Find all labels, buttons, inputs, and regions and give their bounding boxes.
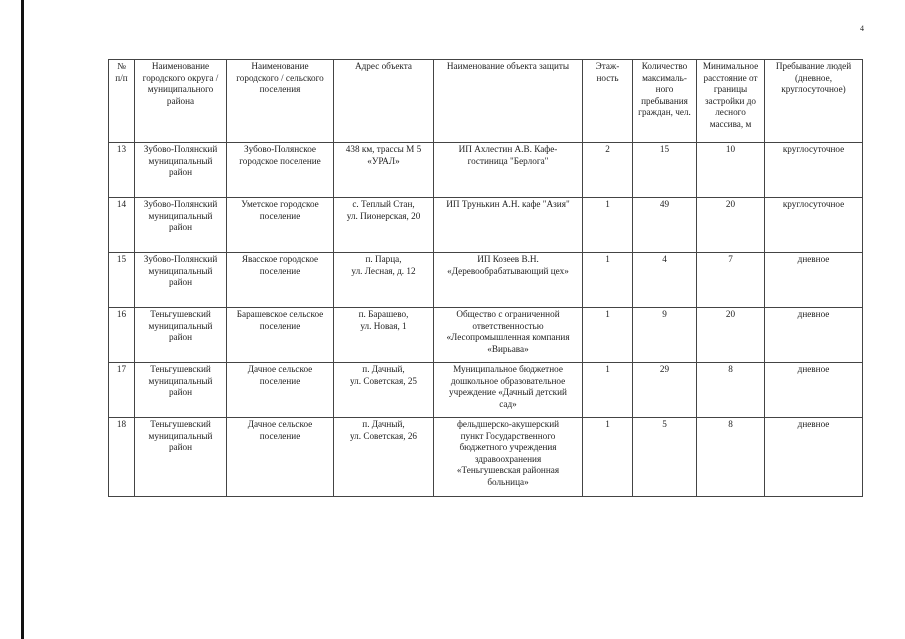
table-row (109, 198, 863, 253)
cell-min-distance: 10 (697, 143, 765, 198)
cell-stay: дневное (765, 253, 863, 308)
cell-settlement: Дачное сельское поселение (227, 418, 334, 497)
table-header-row (109, 60, 863, 143)
cell-min-distance: 8 (697, 363, 765, 418)
cell-floors: 2 (583, 143, 633, 198)
cell-stay: дневное (765, 308, 863, 363)
cell-max-people: 4 (633, 253, 697, 308)
cell-floors: 1 (583, 308, 633, 363)
cell-min-distance: 8 (697, 418, 765, 497)
cell-object: Муниципальное бюджетное дошкольное образовательное учреждение «Дачный детский сад» (434, 363, 583, 418)
cell-floors: 1 (583, 363, 633, 418)
cell-stay: дневное (765, 418, 863, 497)
cell-district: Зубово-Полянский муниципальный район (135, 253, 227, 308)
cell-min-distance: 20 (697, 308, 765, 363)
cell-district: Зубово-Полянский муниципальный район (135, 198, 227, 253)
cell-number: 15 (109, 253, 135, 308)
cell-object: ИП Ахлестин А.В. Кафе- гостиница "Берлога" (434, 143, 583, 198)
cell-settlement: Дачное сельское поселение (227, 363, 334, 418)
scan-edge-line (21, 0, 24, 639)
cell-settlement: Зубово-Полянское городское поселение (227, 143, 334, 198)
cell-address: 438 км, трассы М 5 «УРАЛ» (334, 143, 434, 198)
cell-address: п. Парца, ул. Лесная, д. 12 (334, 253, 434, 308)
cell-object: фельдшерско-акушерский пункт Государственного бюджетного учреждения здравоохранения «Теньгушевская районная больница» (434, 418, 583, 497)
objects-table (108, 59, 863, 497)
cell-floors: 1 (583, 418, 633, 497)
table-row (109, 418, 863, 497)
cell-min-distance: 7 (697, 253, 765, 308)
cell-district: Теньгушевский муниципальный район (135, 418, 227, 497)
cell-max-people: 29 (633, 363, 697, 418)
column-header-min-distance: Минимальное расстояние от границы застройки до лесного массива, м (697, 60, 765, 143)
column-header-stay: Пребывание людей (дневное, круглосуточное) (765, 60, 863, 143)
column-header-district: Наименование городского округа / муниципального района (135, 60, 227, 143)
cell-object: ИП Трунькин А.Н. кафе "Азия" (434, 198, 583, 253)
column-header-number: № п/п (109, 60, 135, 143)
cell-address: п. Барашево, ул. Новая, 1 (334, 308, 434, 363)
cell-max-people: 5 (633, 418, 697, 497)
cell-stay: круглосуточное (765, 143, 863, 198)
cell-settlement: Уметское городское поселение (227, 198, 334, 253)
cell-max-people: 49 (633, 198, 697, 253)
column-header-settlement: Наименование городского / сельского поселения (227, 60, 334, 143)
cell-object: ИП Козеев В.Н. «Деревообрабатывающий цех» (434, 253, 583, 308)
cell-number: 16 (109, 308, 135, 363)
cell-min-distance: 20 (697, 198, 765, 253)
cell-number: 14 (109, 198, 135, 253)
column-header-address: Адрес объекта (334, 60, 434, 143)
cell-address: с. Теплый Стан, ул. Пионерская, 20 (334, 198, 434, 253)
cell-max-people: 9 (633, 308, 697, 363)
cell-object: Общество с ограниченной ответственностью «Лесопромышленная компания «Вирьава» (434, 308, 583, 363)
cell-district: Зубово-Полянский муниципальный район (135, 143, 227, 198)
cell-address: п. Дачный, ул. Советская, 26 (334, 418, 434, 497)
cell-stay: круглосуточное (765, 198, 863, 253)
table-row (109, 363, 863, 418)
page-number: 4 (860, 24, 864, 33)
cell-settlement: Барашевское сельское поселение (227, 308, 334, 363)
column-header-object: Наименование объекта защиты (434, 60, 583, 143)
cell-floors: 1 (583, 198, 633, 253)
cell-number: 13 (109, 143, 135, 198)
table-row (109, 143, 863, 198)
cell-district: Теньгушевский муниципальный район (135, 363, 227, 418)
cell-address: п. Дачный, ул. Советская, 25 (334, 363, 434, 418)
cell-number: 17 (109, 363, 135, 418)
table-row (109, 253, 863, 308)
column-header-floors: Этаж- ность (583, 60, 633, 143)
table-row (109, 308, 863, 363)
column-header-max-people: Количество максималь- ного пребывания граждан, чел. (633, 60, 697, 143)
cell-max-people: 15 (633, 143, 697, 198)
cell-district: Теньгушевский муниципальный район (135, 308, 227, 363)
cell-stay: дневное (765, 363, 863, 418)
cell-floors: 1 (583, 253, 633, 308)
cell-settlement: Явасское городское поселение (227, 253, 334, 308)
cell-number: 18 (109, 418, 135, 497)
